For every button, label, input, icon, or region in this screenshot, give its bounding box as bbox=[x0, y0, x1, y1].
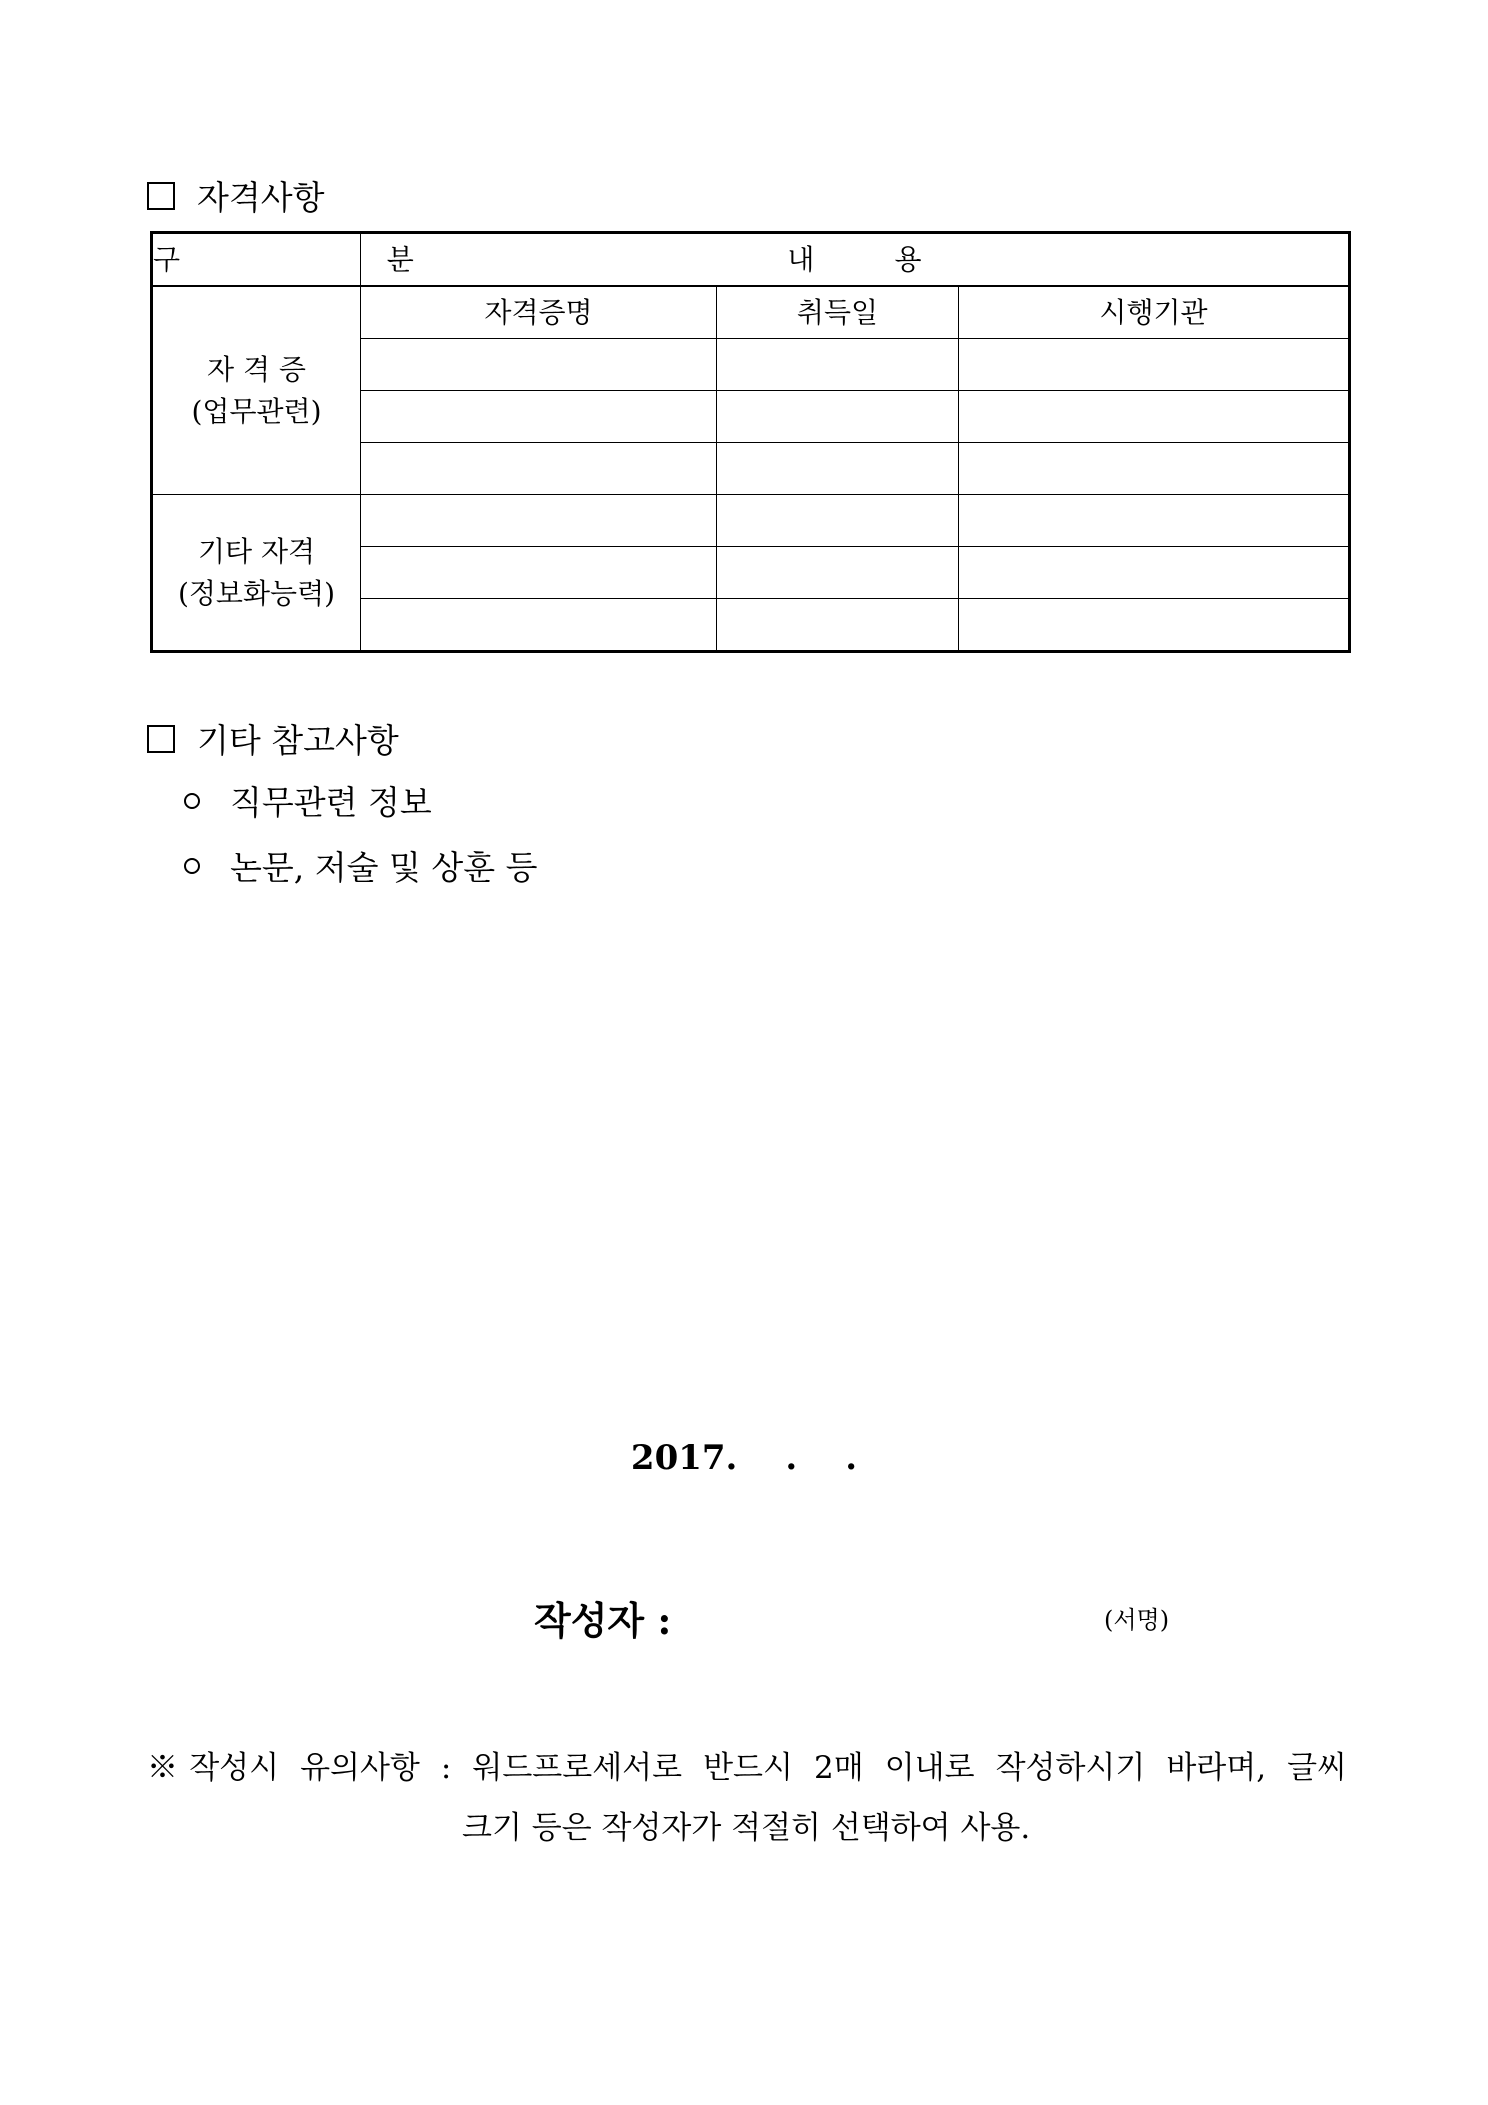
circle-bullet-icon bbox=[184, 858, 200, 874]
other-notes-heading-text: 기타 참고사항 bbox=[197, 721, 399, 760]
table-cell bbox=[959, 599, 1350, 652]
note-line-2: 크기 등은 작성자가 적절히 선택하여 사용. bbox=[462, 1810, 1031, 1846]
date-dot: . bbox=[785, 1438, 798, 1478]
signature-label: (서명) bbox=[1104, 1606, 1170, 1634]
qualifications-heading bbox=[147, 172, 325, 219]
group-label-line1: 기타 자격 bbox=[197, 534, 316, 568]
table-cell bbox=[717, 391, 959, 443]
checkbox-icon bbox=[147, 182, 175, 210]
table-cell bbox=[361, 339, 717, 391]
date-line bbox=[0, 1438, 1488, 1478]
checkbox-icon bbox=[147, 725, 175, 753]
table-cell bbox=[717, 599, 959, 652]
subheader-license-name: 자격증명 bbox=[361, 286, 717, 339]
group-label-license bbox=[152, 286, 361, 495]
table-cell bbox=[717, 547, 959, 599]
table-cell bbox=[361, 495, 717, 547]
group-label-line1: 자 격 증 bbox=[207, 352, 306, 386]
list-item bbox=[184, 842, 537, 889]
other-notes-heading bbox=[147, 715, 399, 762]
qualifications-heading-text: 자격사항 bbox=[197, 178, 325, 217]
list-item bbox=[184, 777, 432, 824]
subheader-issuer: 시행기관 bbox=[959, 286, 1350, 339]
table-cell bbox=[959, 391, 1350, 443]
table-cell bbox=[717, 339, 959, 391]
table-row bbox=[152, 495, 1350, 547]
qualifications-table bbox=[150, 231, 1351, 653]
table-cell bbox=[717, 495, 959, 547]
group-label-line2: (업무관련) bbox=[191, 394, 322, 428]
subheader-acquired-date: 취득일 bbox=[717, 286, 959, 339]
table-cell bbox=[717, 443, 959, 495]
date-dot: . bbox=[845, 1438, 858, 1478]
circle-bullet-icon bbox=[184, 793, 200, 809]
table-cell bbox=[959, 443, 1350, 495]
note-line-1: ※작성시 유의사항 : 워드프로세서로 반드시 2매 이내로 작성하시기 바라며, 글씨 bbox=[147, 1750, 1347, 1786]
list-item-text: 논문, 저술 및 상훈 등 bbox=[230, 848, 538, 887]
header-category: 구 분 bbox=[152, 233, 361, 287]
header-content: 내 용 bbox=[361, 233, 1350, 287]
table-cell bbox=[361, 547, 717, 599]
table-header-row bbox=[152, 233, 1350, 287]
table-cell bbox=[959, 547, 1350, 599]
group-label-other bbox=[152, 495, 361, 652]
list-item-text: 직무관련 정보 bbox=[230, 783, 432, 822]
table-cell bbox=[959, 339, 1350, 391]
group-label-line2: (정보화능력) bbox=[177, 576, 336, 610]
date-year: 2017. bbox=[630, 1438, 738, 1478]
table-cell bbox=[361, 599, 717, 652]
table-row bbox=[152, 286, 1350, 339]
table-cell bbox=[361, 391, 717, 443]
table-cell bbox=[959, 495, 1350, 547]
table-cell bbox=[361, 443, 717, 495]
writer-label: 작성자 : bbox=[534, 1598, 672, 1643]
